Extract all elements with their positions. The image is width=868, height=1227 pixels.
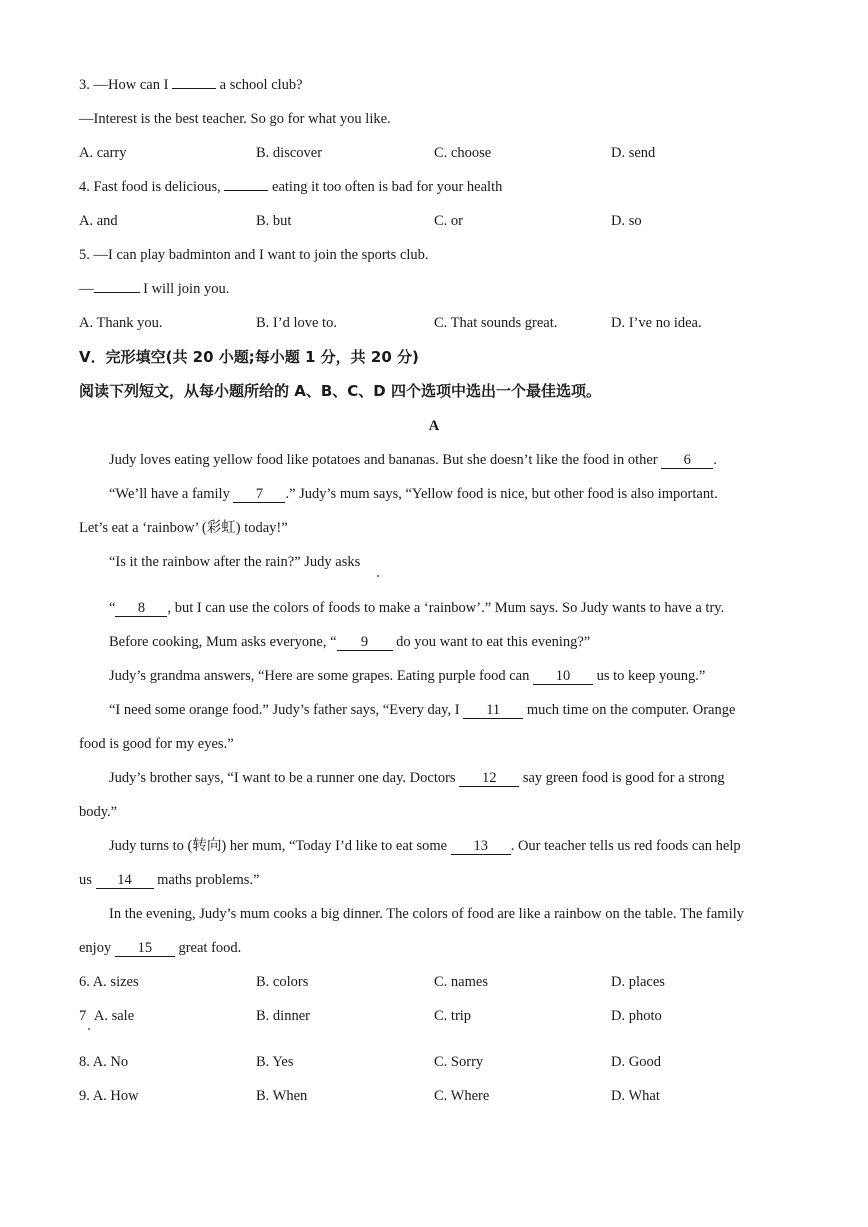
q8-option-a [79, 1053, 128, 1071]
q5-text-post: I will join you. [143, 281, 230, 297]
blank-15: 15 [115, 941, 175, 957]
blank-7: 7 [233, 487, 285, 503]
passage-paragraph-2 [109, 485, 718, 503]
blank-8: 8 [115, 601, 167, 617]
blank-14: 14 [96, 873, 154, 889]
q7-option-a [79, 1007, 134, 1025]
p4-text-pre: “ [109, 600, 116, 616]
q6-number: 6. [79, 974, 90, 990]
q4-option-b: B. but [256, 213, 292, 229]
q9-option-d: D. What [611, 1088, 660, 1104]
q6-option-c: C. names [434, 974, 488, 990]
q5-dash: — [79, 281, 94, 297]
blank-10: 10 [533, 669, 593, 685]
p8-text-pre: Judy’s brother says, “I want to be a runner one day. Doctors [109, 770, 456, 786]
q4-text-pre: Fast food is delicious, [93, 179, 221, 195]
p9b-text-post: maths problems.” [157, 872, 260, 888]
q7-option-b: B. dinner [256, 1008, 310, 1024]
passage-paragraph-8 [109, 769, 725, 787]
q3-response: —Interest is the best teacher. So go for what you like. [79, 111, 391, 127]
blank-9: 9 [337, 635, 393, 651]
q3-option-a: A. carry [79, 145, 127, 161]
q9-option-a-text: A. How [92, 1088, 139, 1104]
q3-option-c: C. choose [434, 145, 492, 161]
passage-paragraph-6 [109, 667, 705, 685]
passage-paragraph-9 [109, 837, 741, 855]
blank-13: 13 [451, 839, 511, 855]
p5-text-pre: Before cooking, Mum asks everyone, “ [109, 634, 337, 650]
passage-paragraph-1 [109, 451, 717, 469]
blank-6: 6 [661, 453, 713, 469]
q8-option-d: D. Good [611, 1054, 661, 1070]
q5-option-d: D. I’ve no idea. [611, 315, 702, 331]
q4-option-a: A. and [79, 213, 118, 229]
q6-option-a-text: A. sizes [92, 974, 139, 990]
q5-blank [94, 292, 140, 293]
section-title: V．完形填空(共 20 小题;每小题 1 分，共 20 分) [79, 348, 419, 366]
p7-text-post: much time on the computer. Orange [526, 702, 736, 718]
q7-option-a-text: A. sale [93, 1008, 135, 1024]
p7-text-pre: “I need some orange food.” Judy’s father says, “Every day, I [109, 702, 460, 718]
section-instruction: 阅读下列短文，从每小题所给的 A、B、C、D 四个选项中选出一个最佳选项。 [79, 382, 601, 400]
q5-option-a: A. Thank you. [79, 315, 163, 331]
passage-label: A [428, 418, 440, 434]
q6-option-d: D. places [611, 974, 665, 990]
q3-blank [172, 88, 216, 89]
passage-paragraph-4 [109, 599, 724, 617]
q9-number: 9. [79, 1088, 90, 1104]
q8-option-c: C. Sorry [434, 1054, 484, 1070]
p4-text-post: , but I can use the colors of foods to make a ‘rainbow’.” Mum says. So Judy wants to have a try. [167, 600, 725, 616]
passage-paragraph-10: In the evening, Judy’s mum cooks a big dinner. The colors of food are like a rainbow on the table. The family [109, 906, 744, 922]
passage-paragraph-8-cont: body.” [79, 804, 118, 820]
p1-text-post: . [713, 452, 717, 468]
p2-text-pre: “We’ll have a family [109, 486, 230, 502]
p6-text-pre: Judy’s grandma answers, “Here are some grapes. Eating purple food can [109, 668, 530, 684]
q5-response [79, 280, 229, 298]
q7-option-d: D. photo [611, 1008, 662, 1024]
q5-text: —I can play badminton and I want to join the sports club. [93, 247, 429, 263]
q8-number: 8. [79, 1054, 90, 1070]
p1-text-pre: Judy loves eating yellow food like potatoes and bananas. But she doesn’t like the food in other [109, 452, 658, 468]
passage-paragraph-9-cont [79, 871, 259, 889]
q3-option-b: B. discover [256, 145, 323, 161]
passage-paragraph-5 [109, 633, 590, 651]
p8-text-post: say green food is good for a strong [522, 770, 725, 786]
p9b-text-pre: us [79, 872, 92, 888]
q7-number: 7 [79, 1008, 87, 1024]
passage-paragraph-2-cont: Let’s eat a ‘rainbow’ (彩虹) today!” [79, 520, 288, 536]
passage-paragraph-7-cont: food is good for my eyes.” [79, 736, 234, 752]
q9-option-a [79, 1087, 139, 1105]
p6-text-post: us to keep young.” [596, 668, 706, 684]
blank-11: 11 [463, 703, 523, 719]
q7-option-c: C. trip [434, 1008, 472, 1024]
q3-option-d: D. send [611, 145, 656, 161]
q4-text-post: eating it too often is bad for your health [272, 179, 503, 195]
q3-number: 3. [79, 77, 90, 93]
q5-option-b: B. I’d love to. [256, 315, 337, 331]
q5-stem [79, 246, 429, 264]
p10-text-post: great food. [178, 940, 242, 956]
passage-paragraph-7 [109, 701, 735, 719]
q4-option-d: D. so [611, 213, 642, 229]
q4-number: 4. [79, 179, 90, 195]
q3-text-pre: —How can I [93, 77, 169, 93]
p9-text-post: . Our teacher tells us red foods can help [510, 838, 741, 854]
q6-option-b: B. colors [256, 974, 309, 990]
p5-text-post: do you want to eat this evening?” [396, 634, 591, 650]
q6-option-a [79, 973, 139, 991]
p2-text-post: .” Judy’s mum says, “Yellow food is nice, but other food is also important. [285, 486, 718, 502]
p10-text-pre: enjoy [79, 940, 112, 956]
passage-paragraph-3: “Is it the rainbow after the rain?” Judy asks [109, 554, 361, 570]
scan-mark [88, 1028, 90, 1030]
q4-stem [79, 178, 502, 196]
q3-text-post: a school club? [219, 77, 303, 93]
q3-stem [79, 76, 303, 94]
q9-option-b: B. When [256, 1088, 308, 1104]
blank-12: 12 [459, 771, 519, 787]
q9-option-c: C. Where [434, 1088, 490, 1104]
q4-option-c: C. or [434, 213, 463, 229]
q8-option-b: B. Yes [256, 1054, 294, 1070]
q8-option-a-text: A. No [92, 1054, 129, 1070]
q5-option-c: C. That sounds great. [434, 315, 558, 331]
q4-blank [224, 190, 268, 191]
q5-number: 5. [79, 247, 90, 263]
p9-text-pre: Judy turns to (转向) her mum, “Today I’d like to eat some [109, 838, 448, 854]
passage-paragraph-10-cont [79, 939, 241, 957]
scan-mark [377, 575, 379, 577]
